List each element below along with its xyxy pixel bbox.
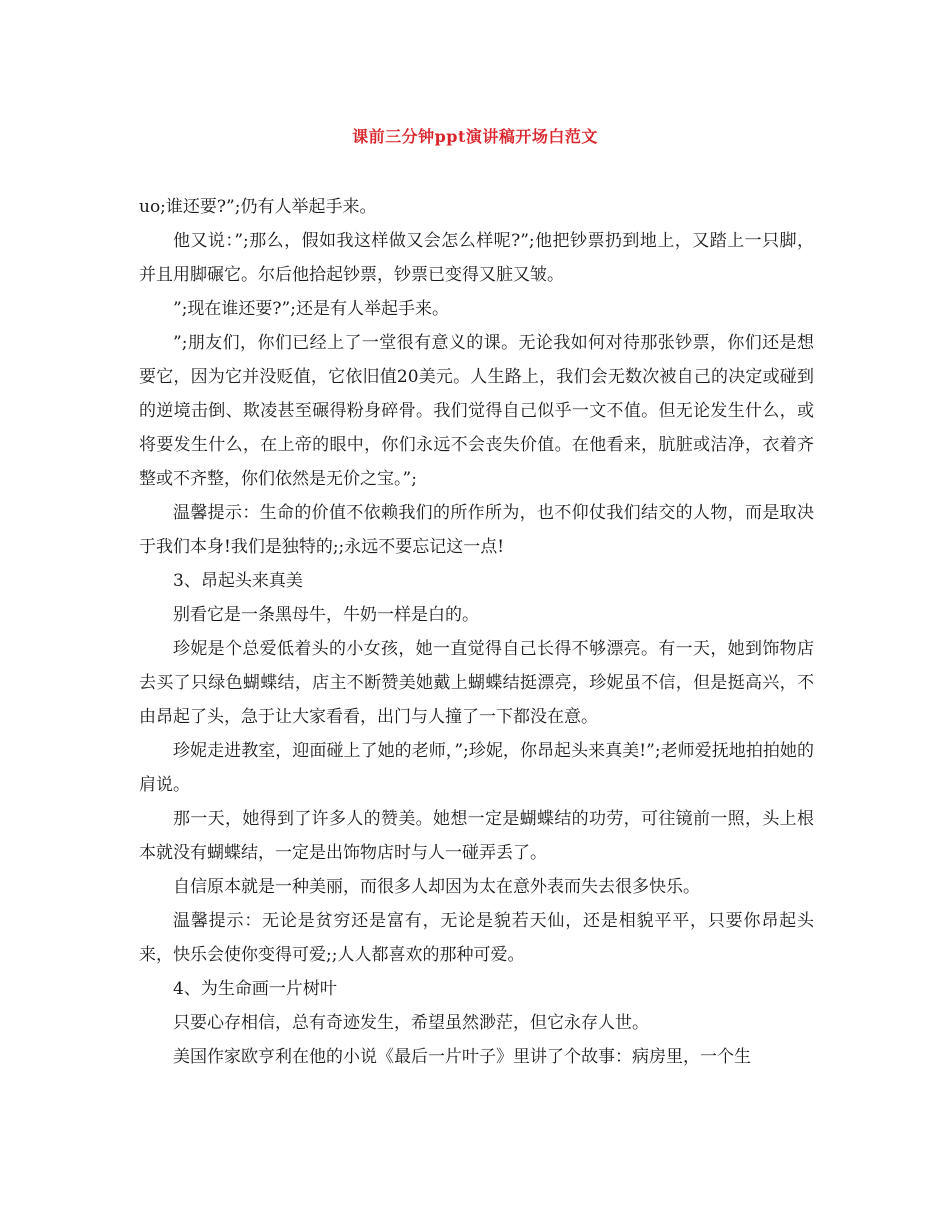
document-body <box>139 190 814 1074</box>
paragraph: 温馨提示：无论是贫穷还是富有，无论是貌若天仙，还是相貌平平，只要你昂起头来，快乐会使你变得可爱;;人人都喜欢的那种可爱。 <box>139 911 814 965</box>
paragraph: 他又说：”;那么，假如我这样做又会怎么样呢?”;他把钞票扔到地上，又踏上一只脚，并且用脚碾它。尔后他拾起钞票，钞票已变得又脏又皱。 <box>139 231 814 285</box>
paragraph: 自信原本就是一种美丽，而很多人却因为太在意外表而失去很多快乐。 <box>173 877 700 897</box>
paragraph: 只要心存相信，总有奇迹发生，希望虽然渺茫，但它永存人世。 <box>173 1013 649 1033</box>
document-title: 课前三分钟ppt演讲稿开场白范文 <box>352 127 598 146</box>
paragraph: 美国作家欧亨利在他的小说《最后一片叶子》里讲了个故事：病房里，一个生 <box>173 1047 751 1067</box>
paragraph: 珍妮走进教室，迎面碰上了她的老师，”;珍妮，你昂起头来真美!”;老师爱抚地拍拍她的肩说。 <box>139 741 814 795</box>
paragraph: 那一天，她得到了许多人的赞美。她想一定是蝴蝶结的功劳，可往镜前一照，头上根本就没有蝴蝶结，一定是出饰物店时与人一碰弄丢了。 <box>139 809 814 863</box>
paragraph: 珍妮是个总爱低着头的小女孩，她一直觉得自己长得不够漂亮。有一天，她到饰物店去买了只绿色蝴蝶结，店主不断赞美她戴上蝴蝶结挺漂亮，珍妮虽不信，但是挺高兴，不由昂起了头，急于让大家看看，出门与人撞了一下都没在意。 <box>139 639 814 727</box>
paragraph: uo;谁还要?”;仍有人举起手来。 <box>139 197 377 217</box>
section-heading: 4、为生命画一片树叶 <box>173 979 337 999</box>
paragraph: ”;朋友们，你们已经上了一堂很有意义的课。无论我如何对待那张钞票，你们还是想要它，因为它并没贬值，它依旧值20美元。人生路上，我们会无数次被自己的决定或碰到的逆境击倒、欺凌甚至碾得粉身碎骨。我们觉得自己似乎一文不值。但无论发生什么，或将要发生什么，在上帝的眼中，你们永远不会丧失价值。在他看来，肮脏或洁净，衣着齐整或不齐整，你们依然是无价之宝。”; <box>139 333 814 489</box>
paragraph: ”;现在谁还要?”;还是有人举起手来。 <box>173 299 449 319</box>
paragraph: 别看它是一条黑母牛，牛奶一样是白的。 <box>173 605 479 625</box>
section-heading: 3、昂起头来真美 <box>173 571 303 591</box>
paragraph: 温馨提示：生命的价值不依赖我们的所作所为，也不仰仗我们结交的人物，而是取决于我们本身!我们是独特的;;永远不要忘记这一点! <box>139 503 814 557</box>
